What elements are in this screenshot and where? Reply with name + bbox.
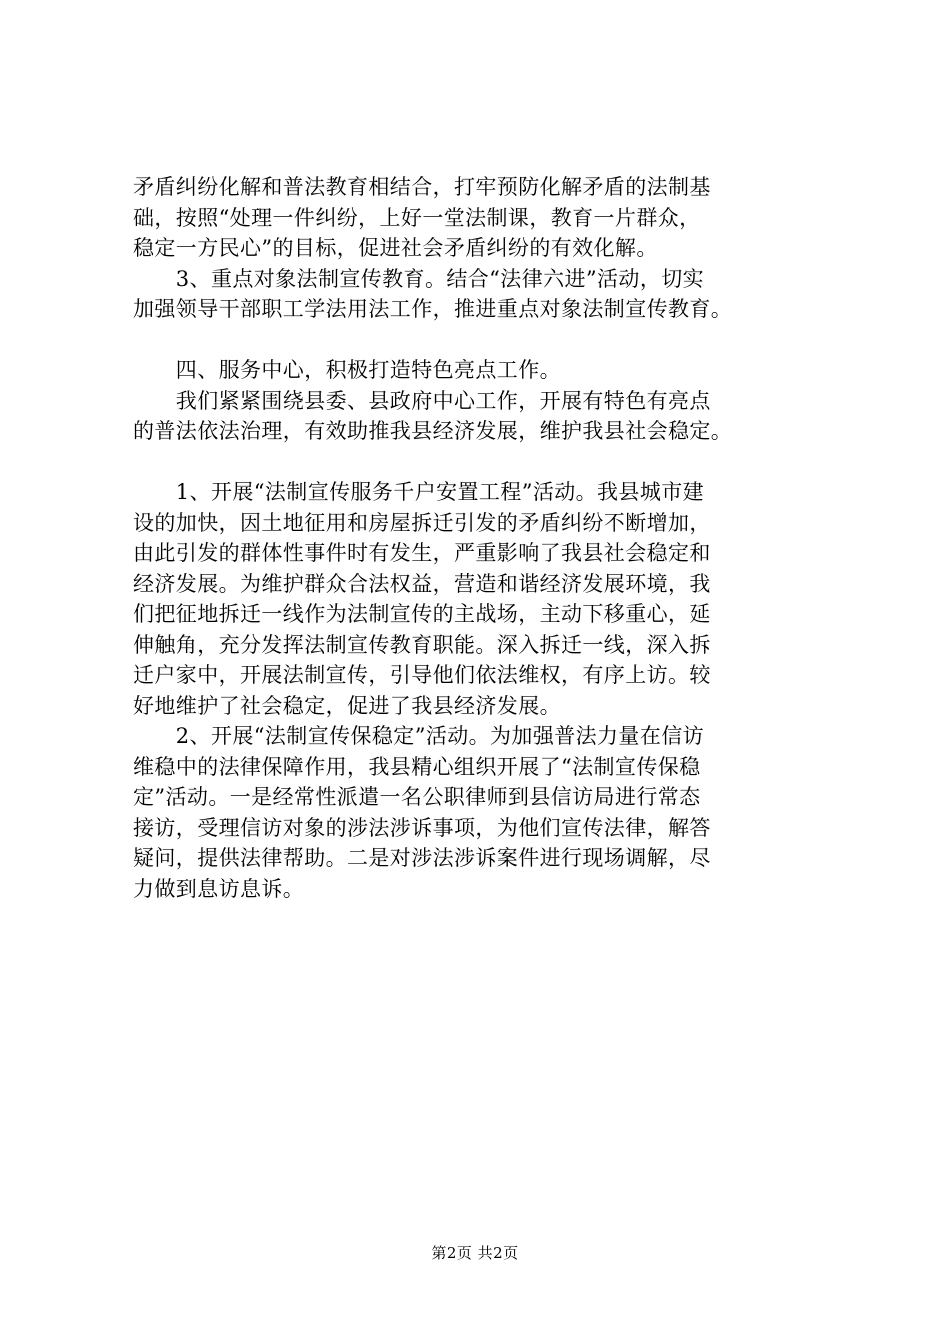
blank-line xyxy=(133,325,843,356)
text-line: 定”活动。一是经常性派遣一名公职律师到县信访局进行常态 xyxy=(133,785,701,809)
text-line: 加强领导干部职工学法用法工作，推进重点对象法制宣传教育。 xyxy=(133,297,733,321)
page-number-footer: 第2页 共2页 xyxy=(431,1244,519,1262)
text-line: 接访，受理信访对象的涉法涉诉事项，为他们宣传法律，解答 xyxy=(133,815,711,840)
text-line: 稳定一方民心”的目标，促进社会矛盾纠纷的有效化解。 xyxy=(133,236,658,260)
text-line: 力做到息访息诉。 xyxy=(133,876,305,901)
text-line: 我们紧紧围绕县委、县政府中心工作，开展有特色有亮点 xyxy=(133,388,711,413)
text-line: 的普法依法治理，有效助推我县经济发展，维护我县社会稳定。 xyxy=(133,419,733,443)
text-line: 们把征地拆迁一线作为法制宣传的主战场，主动下移重心，延 xyxy=(133,602,711,626)
text-line: 伸触角，充分发挥法制宣传教育职能。深入拆迁一线，深入拆 xyxy=(133,632,711,657)
text-line: 1、开展“法制宣传服务千户安置工程”活动。我县城市建 xyxy=(133,480,705,504)
text-line: 好地维护了社会稳定，促进了我县经济发展。 xyxy=(133,693,561,718)
blank-line xyxy=(133,447,843,478)
text-line: 础，按照“处理一件纠纷，上好一堂法制课，教育一片群众， xyxy=(133,205,701,230)
text-line: 由此引发的群体性事件时有发生，严重影响了我县社会稳定和 xyxy=(133,541,711,565)
text-line: 经济发展。为维护群众合法权益，营造和谐经济发展环境，我 xyxy=(133,571,711,596)
text-line: 维稳中的法律保障作用，我县精心组织开展了“法制宣传保稳 xyxy=(133,754,701,779)
text-line: 迁户家中，开展法制宣传，引导他们依法维权，有序上访。较 xyxy=(133,663,711,687)
document-body xyxy=(133,172,843,904)
text-line: 矛盾纠纷化解和普法教育相结合，打牢预防化解矛盾的法制基 xyxy=(133,175,711,199)
text-line: 3、重点对象法制宣传教育。结合“法律六进”活动，切实 xyxy=(133,266,705,291)
text-line: 疑问，提供法律帮助。二是对涉法涉诉案件进行现场调解，尽 xyxy=(133,846,711,870)
text-line: 设的加快，因土地征用和房屋拆迁引发的矛盾纠纷不断增加， xyxy=(133,510,711,535)
text-line: 2、开展“法制宣传保稳定”活动。为加强普法力量在信访 xyxy=(133,724,705,748)
section-heading: 四、服务中心，积极打造特色亮点工作。 xyxy=(133,358,561,382)
